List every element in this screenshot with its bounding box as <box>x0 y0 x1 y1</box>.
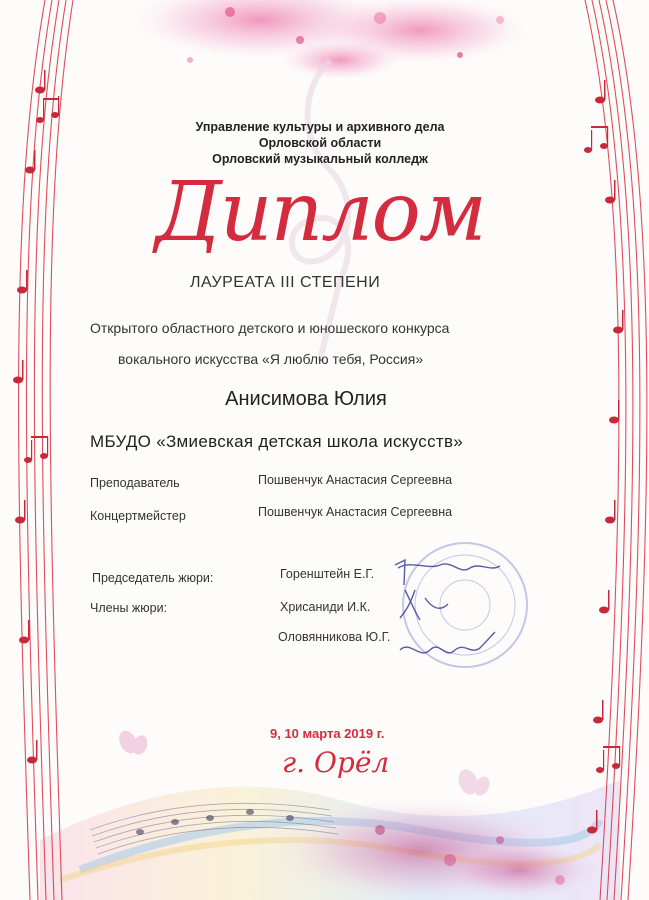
organization-line-1: Управление культуры и архивного дела <box>195 120 445 134</box>
contest-line-1: Открытого областного детского и юношеского конкурса <box>90 320 450 336</box>
jury-member-name: Хрисаниди И.К. <box>280 600 371 614</box>
teacher-name: Пошвенчук Анастасия Сергеевна <box>258 473 453 487</box>
event-city: г. Орёл <box>282 746 390 779</box>
top-splash <box>130 0 530 80</box>
diploma-title: Диплом <box>155 165 485 260</box>
left-staff <box>19 0 73 900</box>
diploma-degree: ЛАУРЕАТА III СТЕПЕНИ <box>190 274 381 291</box>
butterfly-icon <box>116 728 150 757</box>
laureate-name: Анисимова Юлия <box>225 388 387 410</box>
jury-chair-label: Председатель жюри: <box>92 571 214 585</box>
left-notes <box>13 70 59 764</box>
contest-line-2: вокального искусства «Я люблю тебя, Россия» <box>118 351 424 367</box>
organization-line-2: Орловской области <box>258 136 382 150</box>
school-name: МБУДО «Змиевская детская школа искусств» <box>90 432 464 451</box>
butterfly-icon <box>455 767 492 798</box>
accompanist-label: Концертмейстер <box>90 509 186 523</box>
organization-line-3: Орловский музыкальный колледж <box>212 152 428 166</box>
signature-chair <box>395 560 500 585</box>
teacher-label: Преподаватель <box>90 476 180 490</box>
event-date: 9, 10 марта 2019 г. <box>270 726 385 741</box>
bottom-splash <box>40 780 620 900</box>
jury-member-name: Оловянникова Ю.Г. <box>278 630 391 644</box>
jury-chair-name: Горенштейн Е.Г. <box>280 567 375 581</box>
signature-member2 <box>400 632 495 653</box>
jury-members-label: Члены жюри: <box>90 601 168 615</box>
accompanist-name: Пошвенчук Анастасия Сергеевна <box>258 505 453 519</box>
signature-member1 <box>400 590 448 620</box>
